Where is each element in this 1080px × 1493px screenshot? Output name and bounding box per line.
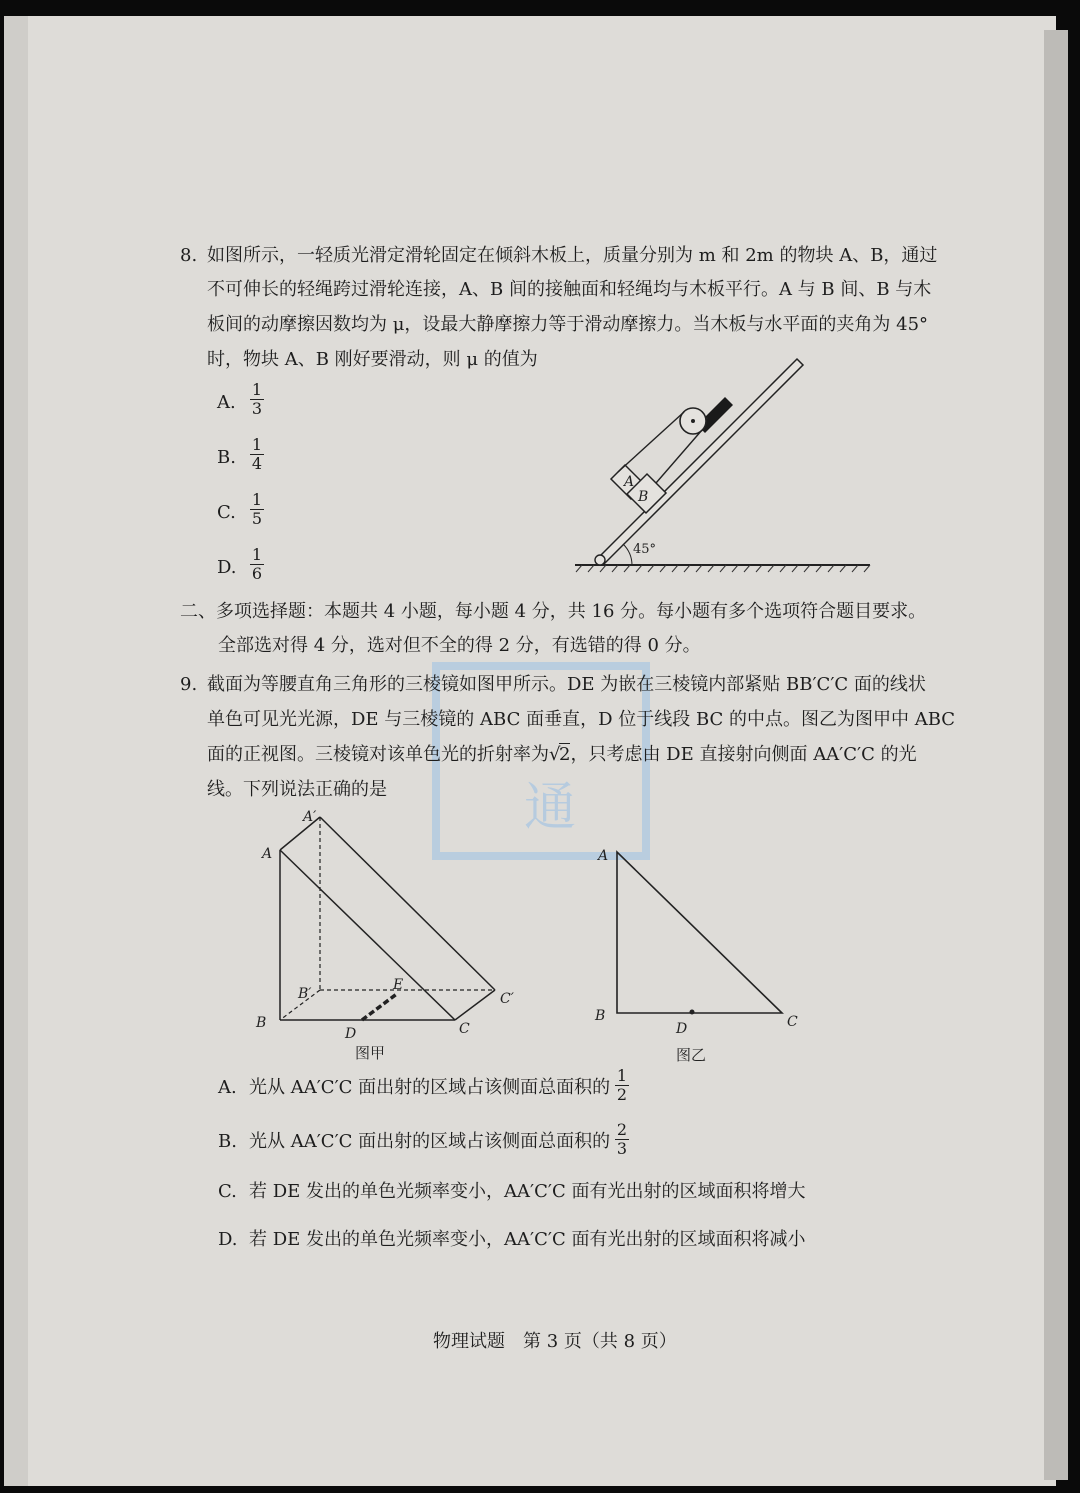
prism-front-view-figure <box>590 840 820 1065</box>
block-b-label: B <box>638 489 649 505</box>
q9-number: 9. <box>180 674 198 695</box>
fig1-label-d: D <box>345 1026 357 1042</box>
fig1-caption: 图甲 <box>355 1044 386 1062</box>
fig2-label-b: B <box>595 1008 606 1024</box>
fig1-label-a: A <box>262 846 273 862</box>
q8-line4: 时，物块 A、B 刚好要滑动，则 μ 的值为 <box>207 349 538 370</box>
q8-line1: 如图所示，一轻质光滑定滑轮固定在倾斜木板上，质量分别为 m 和 2m 的物块 A、B，通过 <box>207 245 938 266</box>
paper-fold <box>4 16 28 1486</box>
q8-option-d-label: D. <box>217 557 237 578</box>
fig1-label-b1: B′ <box>298 986 312 1002</box>
q8-option-b-fraction: $\frac{1}{4}$ <box>251 435 263 473</box>
sqrt-symbol: √ 2 <box>549 744 571 765</box>
light-source-de <box>362 993 398 1020</box>
point-d <box>690 1010 695 1015</box>
edge-c1-c <box>455 990 495 1020</box>
q9-option-b-fraction: $\frac{2}{3}$ <box>616 1120 628 1158</box>
prism-3d-figure <box>250 805 540 1065</box>
section2-scoring: 全部选对得 4 分，选对但不全的得 2 分，有选错的得 0 分。 <box>218 635 701 656</box>
q8-option-a-fraction: $\frac{1}{3}$ <box>251 380 263 418</box>
fig1-label-e: E <box>393 977 404 993</box>
q9-option-a-text: 光从 AA′C′C 面出射的区域占该侧面总面积的 <box>249 1077 611 1098</box>
watermark-text: 通 <box>523 778 577 838</box>
page-footer: 物理试题 第 3 页（共 8 页） <box>433 1331 677 1352</box>
q9-option-b-label: B. <box>218 1131 237 1152</box>
pulley-center <box>691 419 695 423</box>
fig1-label-a1: A′ <box>303 809 317 825</box>
fig1-label-b: B <box>256 1015 267 1031</box>
incline-pulley-figure <box>570 350 880 580</box>
hinge-icon <box>595 555 605 565</box>
ground-hatching <box>576 565 870 572</box>
q9-line2: 单色可见光光源，DE 与三棱镜的 ABC 面垂直，D 位于线段 BC 的中点。图乙为图甲中 ABC <box>207 709 956 730</box>
block-a-label: A <box>624 474 635 490</box>
q8-number: 8. <box>180 245 198 266</box>
fig1-label-c1: C′ <box>500 991 514 1007</box>
q9-line3: 面的正视图。三棱镜对该单色光的折射率为 √ 2，只考虑由 DE 直接射向侧面 AA′C′C 的光 <box>207 744 917 765</box>
rope-lower <box>656 430 702 483</box>
q9-option-d-text: 若 DE 发出的单色光频率变小，AA′C′C 面有光出射的区域面积将减小 <box>249 1229 806 1250</box>
angle-label: 45° <box>633 542 657 557</box>
q8-option-c-fraction: $\frac{1}{5}$ <box>251 490 263 528</box>
q8-line2: 不可伸长的轻绳跨过滑轮连接，A、B 间的接触面和轻绳均与木板平行。A 与 B 间、B 与木 <box>207 279 932 300</box>
wooden-board <box>597 359 803 565</box>
q9-option-c-label: C. <box>218 1181 237 1202</box>
q9-option-b-text: 光从 AA′C′C 面出射的区域占该侧面总面积的 <box>249 1131 611 1152</box>
q9-option-d-label: D. <box>218 1229 238 1250</box>
fig2-label-d: D <box>676 1021 688 1037</box>
edge-a1-c1 <box>320 817 495 990</box>
q9-line4: 线。下列说法正确的是 <box>207 779 387 800</box>
fig2-label-a: A <box>598 848 609 864</box>
q9-option-a-label: A. <box>218 1077 237 1098</box>
q9-option-c-text: 若 DE 发出的单色光频率变小，AA′C′C 面有光出射的区域面积将增大 <box>249 1181 806 1202</box>
q9-option-a-fraction: $\frac{1}{2}$ <box>616 1066 628 1104</box>
fig1-label-c: C <box>459 1021 470 1037</box>
triangle-abc <box>617 852 782 1013</box>
angle-arc <box>623 544 632 565</box>
q8-option-b-label: B. <box>217 447 236 468</box>
q8-line3: 板间的动摩擦因数均为 μ，设最大静摩擦力等于滑动摩擦力。当木板与水平面的夹角为 45° <box>207 314 929 335</box>
q8-option-d-fraction: $\frac{1}{6}$ <box>251 545 263 583</box>
q9-line1: 截面为等腰直角三角形的三棱镜如图甲所示。DE 为嵌在三棱镜内部紧贴 BB′C′C 面的线状 <box>207 674 926 695</box>
fig2-caption: 图乙 <box>676 1046 707 1064</box>
fig2-label-c: C <box>787 1014 798 1030</box>
section2-heading: 二、多项选择题：本题共 4 小题，每小题 4 分，共 16 分。每小题有多个选项符合题目要求。 <box>180 601 927 622</box>
q8-option-c-label: C. <box>217 502 236 523</box>
paper-edge <box>1044 30 1068 1480</box>
q8-option-a-label: A. <box>217 392 236 413</box>
